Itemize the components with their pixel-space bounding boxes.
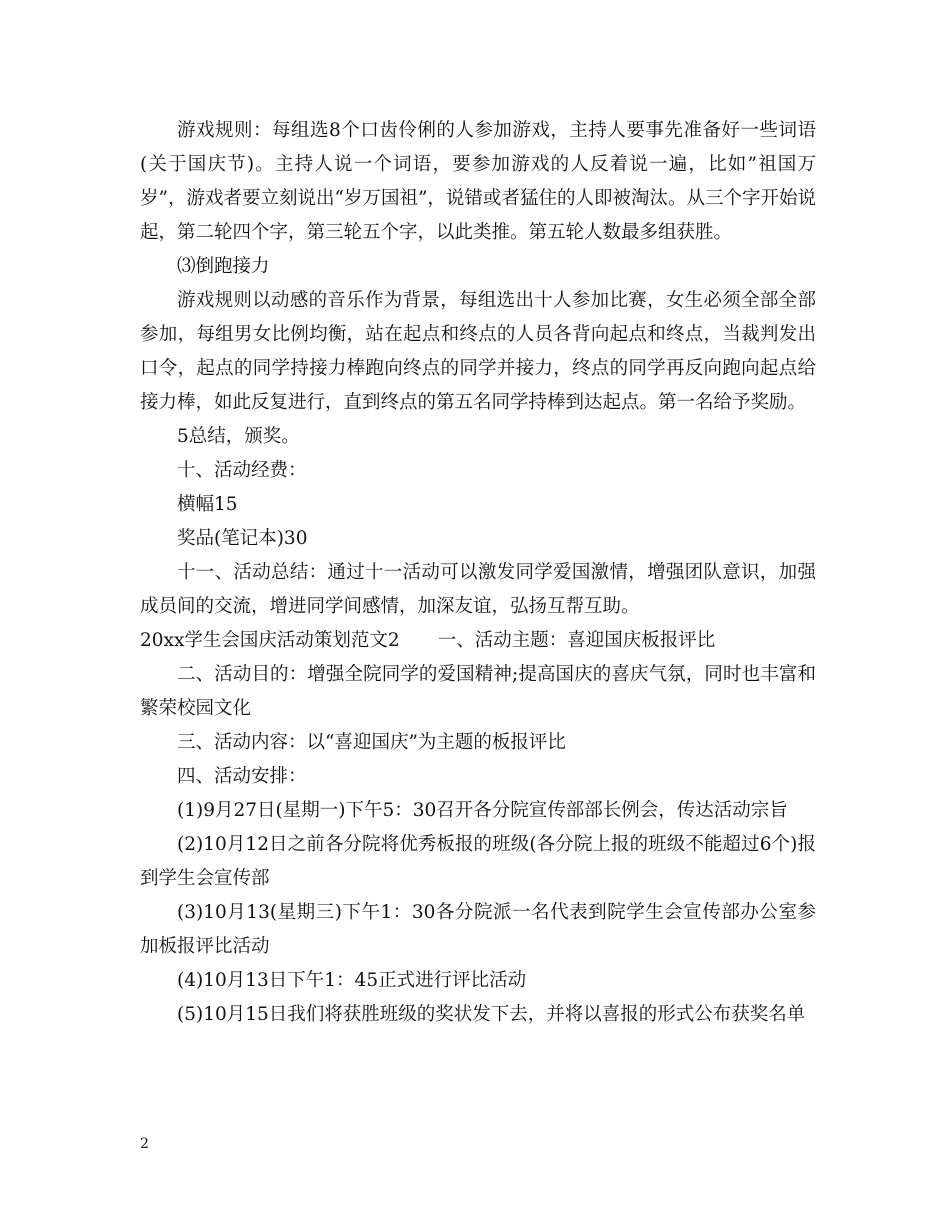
paragraph-budget-banner: 横幅15 [177, 494, 238, 515]
section-title: 20xx学生会国庆活动策划范文2 [140, 630, 400, 651]
page-number: 2 [140, 1136, 149, 1152]
paragraph-budget-prizes: 奖品(笔记本)30 [177, 528, 308, 549]
paragraph-budget-heading: 十、活动经费： [177, 460, 307, 481]
section-heading-line [140, 624, 816, 658]
paragraph-schedule-item-2: (2)10月12日之前各分院将优秀板报的班级(各分院上报的班级不能超过6个)报到学生会宣传部 [140, 834, 816, 889]
paragraph-activity-purpose: 二、活动目的：增强全院同学的爱国精神;提高国庆的喜庆气氛，同时也丰富和繁荣校园文化 [140, 664, 816, 719]
paragraph-activity-content: 三、活动内容：以“喜迎国庆”为主题的板报评比 [177, 732, 566, 753]
paragraph-schedule-item-3: (3)10月13(星期三)下午1：30各分院派一名代表到院学生会宣传部办公室参加板报评比活动 [140, 902, 816, 957]
paragraph-game-rules-1: 游戏规则：每组选8个口齿伶俐的人参加游戏，主持人要事先准备好一些词语(关于国庆节)。主持人说一个词语，要参加游戏的人反着说一遍，比如”祖国万岁”，游戏者要立刻说出“岁万国祖”，说错或者猛住的人即被淘汰。从三个字开始说起，第二轮四个字，第三轮五个字，以此类推。第五轮人数最多组获胜。 [140, 120, 816, 243]
document-body [140, 114, 816, 1032]
paragraph-schedule-item-5: (5)10月15日我们将获胜班级的奖状发下去，并将以喜报的形式公布获奖名单 [177, 1004, 806, 1025]
paragraph-schedule-item-4: (4)10月13日下午1：45正式进行评比活动 [177, 970, 527, 991]
section-first-item: 一、活动主题：喜迎国庆板报评比 [437, 630, 716, 651]
paragraph-summary-award: 5总结，颁奖。 [177, 426, 300, 447]
paragraph-relay-heading: ⑶倒跑接力 [177, 256, 270, 277]
paragraph-schedule-item-1: (1)9月27日(星期一)下午5：30召开各分院宣传部部长例会，传达活动宗旨 [177, 800, 788, 821]
paragraph-activity-schedule-heading: 四、活动安排： [177, 766, 307, 787]
paragraph-activity-summary: 十一、活动总结：通过十一活动可以激发同学爱国激情，增强团队意识，加强成员间的交流，增进同学间感情，加深友谊，弘扬互帮互助。 [140, 562, 816, 617]
paragraph-game-rules-2: 游戏规则以动感的音乐作为背景，每组选出十人参加比赛，女生必须全部全部参加，每组男女比例均衡，站在起点和终点的人员各背向起点和终点，当裁判发出口令，起点的同学持接力棒跑向终点的同学并接力，终点的同学再反向跑向起点给接力棒，如此反复进行，直到终点的第五名同学持棒到达起点。第一名给予奖励。 [140, 290, 816, 413]
